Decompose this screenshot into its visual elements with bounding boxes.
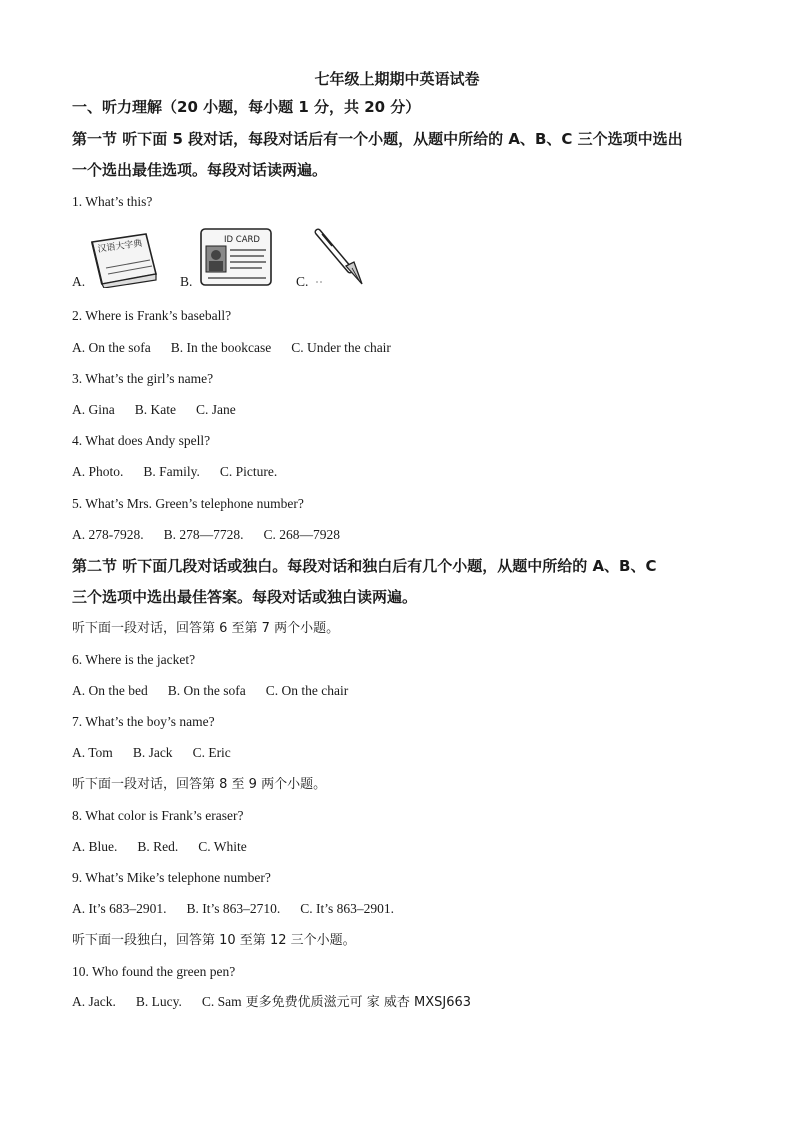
q7-option-b[interactable]: B. Jack [132, 745, 173, 760]
question-3-options [72, 401, 256, 419]
q10-option-b[interactable]: B. Lucy. [135, 994, 182, 1009]
question-1: 1. What’s this? [72, 194, 153, 209]
question-6: 6. Where is the jacket? [72, 652, 196, 667]
q1-option-a-label: A. [72, 274, 86, 289]
q7-option-c[interactable]: C. Eric [192, 745, 231, 760]
question-7-options [72, 744, 251, 762]
question-8-options [72, 838, 267, 856]
q6-option-b[interactable]: B. On the sofa [167, 683, 246, 698]
watermark-note: 更多免费优质滋元可 家 威杏 MXSJ663 [245, 995, 472, 1010]
question-4-options [72, 463, 297, 481]
question-10: 10. Who found the green pen? [72, 964, 236, 979]
dictionary-book-icon [88, 228, 160, 288]
q2-option-c[interactable]: C. Under the chair [291, 340, 391, 355]
intro-questions-10-12: 听下面一段独白，回答第 10 至第 12 三个小题。 [72, 933, 356, 948]
intro-questions-8-9: 听下面一段对话，回答第 8 至 9 两个小题。 [72, 777, 327, 792]
question-9: 9. What’s Mike’s telephone number? [72, 870, 271, 885]
question-10-options [72, 993, 471, 1012]
q9-option-c[interactable]: C. It’s 863–2901. [300, 901, 395, 916]
q3-option-a[interactable]: A. Gina [72, 402, 115, 417]
q1-option-b-label: B. [180, 274, 193, 289]
q3-option-b[interactable]: B. Kate [134, 402, 176, 417]
q5-option-a[interactable]: A. 278-7928. [72, 527, 144, 542]
q7-option-a[interactable]: A. Tom [72, 745, 113, 760]
q10-option-c[interactable]: C. Sam [201, 994, 242, 1009]
q4-option-b[interactable]: B. Family. [143, 464, 200, 479]
id-card-icon [198, 226, 276, 290]
q2-option-b[interactable]: B. In the bookcase [170, 340, 272, 355]
question-9-options [72, 900, 414, 918]
section1-instruction-line1: 第一节 听下面 5 段对话，每段对话后有一个小题，从题中所给的 A、B、C 三个选项中选出 [72, 130, 683, 148]
fountain-pen-icon [312, 226, 368, 290]
part1-heading: 一、听力理解（20 小题，每小题 1 分，共 20 分） [72, 98, 421, 116]
q8-option-c[interactable]: C. White [198, 839, 247, 854]
q3-option-c[interactable]: C. Jane [196, 402, 236, 417]
question-6-options [72, 682, 368, 700]
question-4: 4. What does Andy spell? [72, 433, 211, 448]
question-7: 7. What’s the boy’s name? [72, 714, 215, 729]
book-title-text: 汉语大字典 [97, 238, 143, 255]
q9-option-b[interactable]: B. It’s 863–2710. [186, 901, 281, 916]
q10-option-a[interactable]: A. Jack. [72, 994, 116, 1009]
question-2: 2. Where is Frank’s baseball? [72, 308, 232, 323]
q8-option-b[interactable]: B. Red. [137, 839, 179, 854]
section2-instruction-line1: 第二节 听下面几段对话或独白。每段对话和独白后有几个小题，从题中所给的 A、B、C [72, 557, 657, 575]
question-1-pictures [72, 226, 392, 292]
section1-instruction-line2: 一个选出最佳选项。每段对话读两遍。 [72, 161, 328, 179]
question-5-options [72, 526, 360, 544]
q6-option-a[interactable]: A. On the bed [72, 683, 148, 698]
question-3: 3. What’s the girl’s name? [72, 371, 214, 386]
question-2-options [72, 339, 411, 357]
q6-option-c[interactable]: C. On the chair [265, 683, 349, 698]
q4-option-c[interactable]: C. Picture. [219, 464, 278, 479]
question-5: 5. What’s Mrs. Green’s telephone number? [72, 496, 304, 511]
q4-option-a[interactable]: A. Photo. [72, 464, 124, 479]
q2-option-a[interactable]: A. On the sofa [72, 340, 151, 355]
intro-questions-6-7: 听下面一段对话，回答第 6 至第 7 两个小题。 [72, 621, 340, 636]
page-title: 七年级上期期中英语试卷 [314, 70, 480, 88]
q9-option-a[interactable]: A. It’s 683–2901. [72, 901, 167, 916]
card-title-text: ID CARD [224, 235, 260, 245]
q5-option-c[interactable]: C. 268—7928 [263, 527, 341, 542]
q8-option-a[interactable]: A. Blue. [72, 839, 118, 854]
question-8: 8. What color is Frank’s eraser? [72, 808, 244, 823]
q5-option-b[interactable]: B. 278—7728. [163, 527, 244, 542]
q1-option-c-label: C. [296, 274, 309, 289]
section2-instruction-line2: 三个选项中选出最佳答案。每段对话或独白读两遍。 [72, 588, 418, 606]
